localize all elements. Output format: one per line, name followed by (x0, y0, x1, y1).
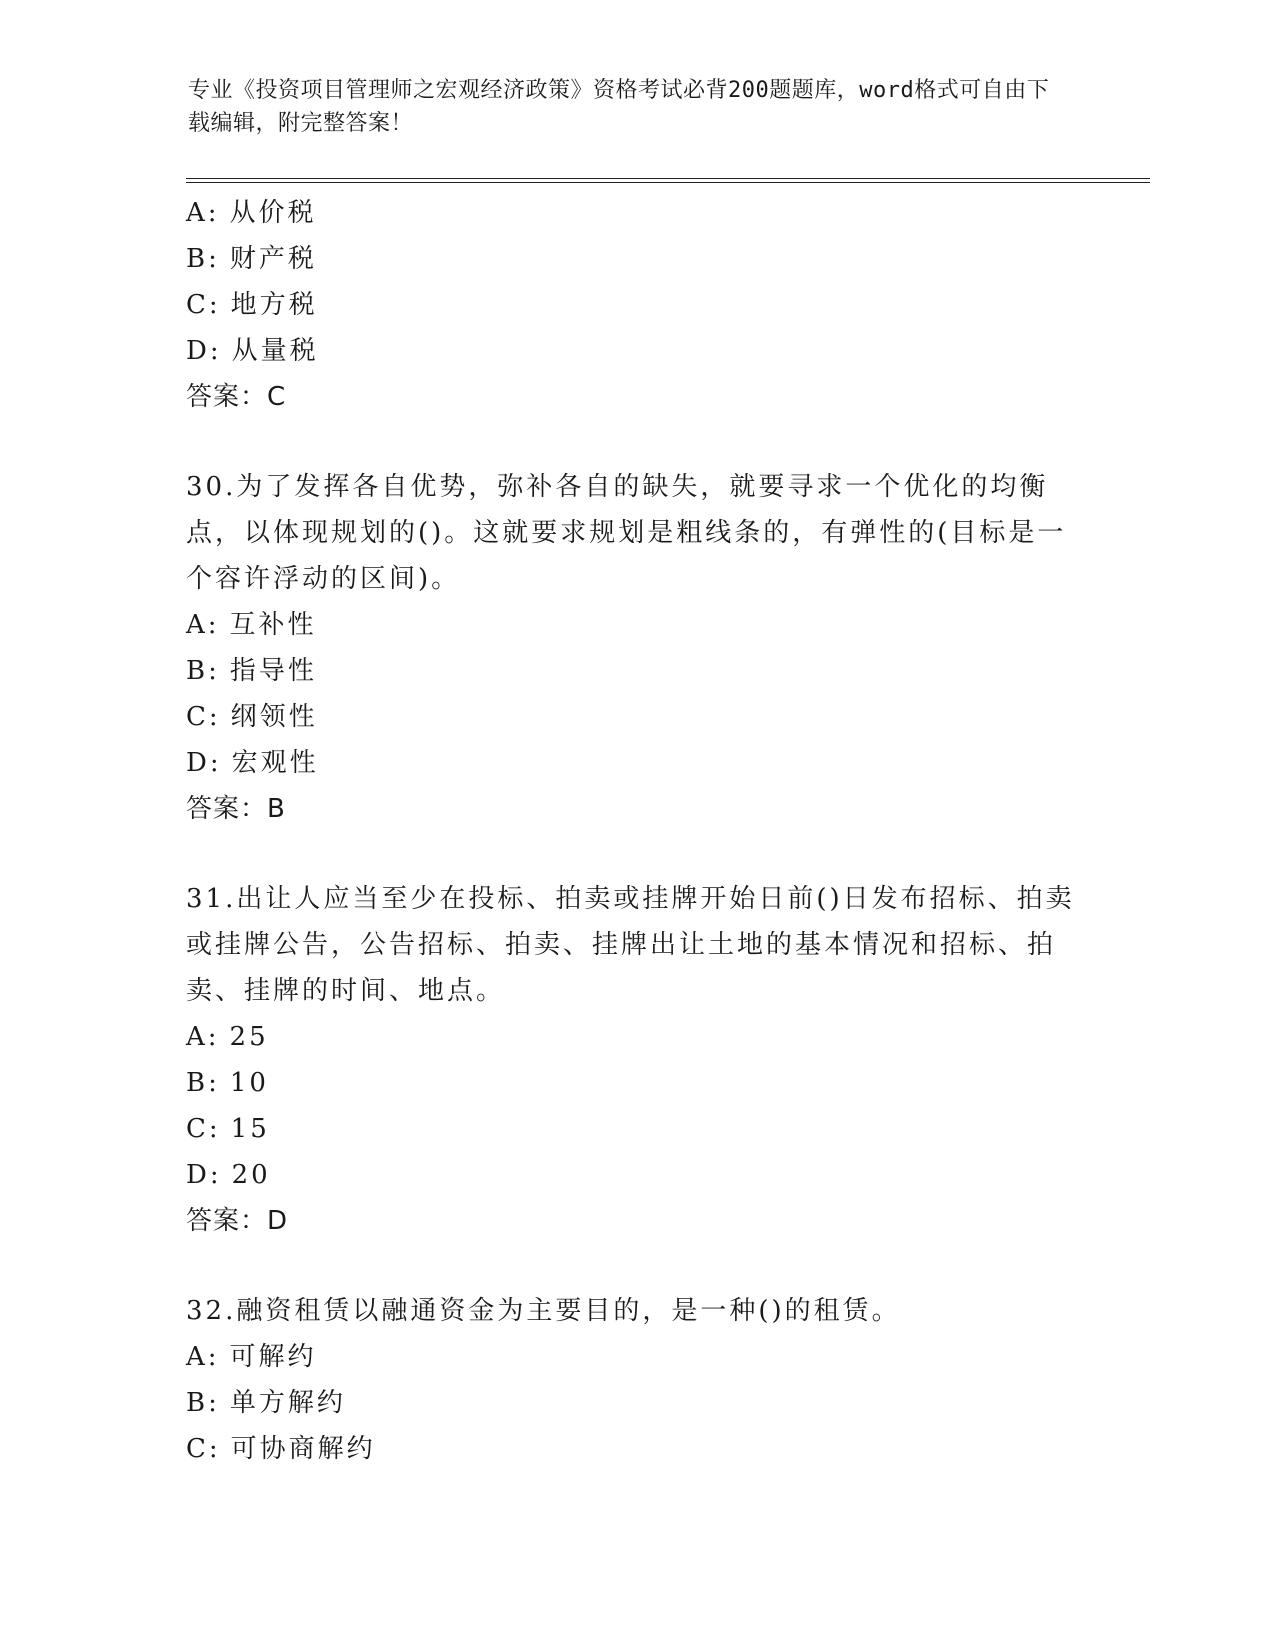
answer: 答案：D (186, 1206, 289, 1236)
option-d: D: 20 (186, 1160, 271, 1190)
option-c: C: 纲领性 (186, 702, 318, 732)
question-30 (186, 464, 1076, 832)
option-d: D: 宏观性 (186, 748, 319, 778)
question-text: 32.融资租赁以融通资金为主要目的，是一种()的租赁。 (186, 1296, 901, 1326)
option-a: A: 互补性 (186, 610, 317, 640)
header-divider (186, 178, 1150, 183)
option-a: A: 从价税 (186, 198, 317, 228)
answer: 答案：B (186, 794, 286, 824)
option-b: B: 指导性 (186, 656, 317, 686)
question-29 (186, 190, 1076, 420)
document-header: 专业《投资项目管理师之宏观经济政策》资格考试必背200题题库，word格式可自由下载编辑，附完整答案！ (188, 78, 1050, 136)
question-text: 30.为了发挥各自优势，弥补各自的缺失，就要寻求一个优化的均衡点，以体现规划的()。这就要求规划是粗线条的，有弹性的(目标是一个容许浮动的区间)。 (186, 472, 1067, 594)
option-a: A: 25 (186, 1022, 269, 1052)
option-a: A: 可解约 (186, 1342, 317, 1372)
option-b: B: 10 (186, 1068, 269, 1098)
answer: 答案：C (186, 382, 287, 412)
question-32 (186, 1288, 1076, 1472)
option-d: D: 从量税 (186, 336, 319, 366)
option-b: B: 财产税 (186, 244, 317, 274)
option-c: C: 地方税 (186, 290, 318, 320)
option-b: B: 单方解约 (186, 1388, 346, 1418)
option-c: C: 15 (186, 1114, 270, 1144)
question-list (186, 190, 1076, 1472)
question-31 (186, 876, 1076, 1244)
question-text: 31.出让人应当至少在投标、拍卖或挂牌开始日前()日发布招标、拍卖或挂牌公告，公告招标、拍卖、挂牌出让土地的基本情况和招标、拍卖、挂牌的时间、地点。 (186, 884, 1075, 1006)
option-c: C: 可协商解约 (186, 1434, 376, 1464)
